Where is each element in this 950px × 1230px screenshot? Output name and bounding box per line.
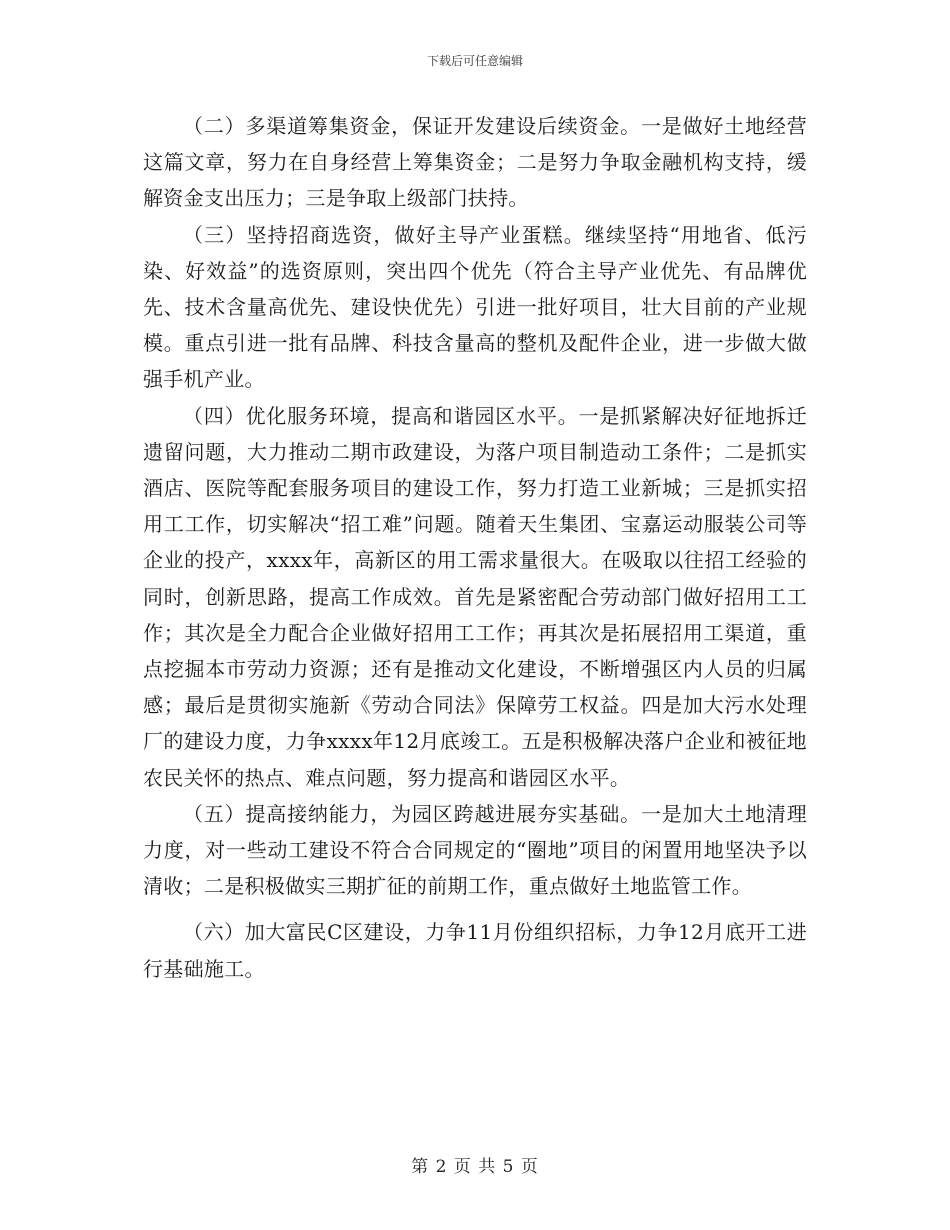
paragraph-6: （六）加大富民C区建设，力争11月份组织招标，力争12月底开工进行基础施工。 <box>143 920 807 981</box>
page-header: 下载后可任意编辑 <box>426 54 523 68</box>
paragraph-4: （四）优化服务环境，提高和谐园区水平。一是抓紧解决好征地拆迁遗留问题，大力推动二期市政建设，为落户项目制造动工条件；二是抓实酒店、医院等配套服务项目的建设工作，努力打造工业新城；三是抓实招用工工作，切实解决“招工难”问题。随着天生集团、宝嘉运动服装公司等企业的投产，xxxx年，高新区的用工需求量很大。在吸取以往招工经验的同时，创新思路，提高工作成效。首先是紧密配合劳动部门做好招用工工作；其次是全力配合企业做好招用工工作；再其次是拓展招用工渠道，重点挖掘本市劳动力资源；还有是推动文化建设，不断增强区内人员的归属感；最后是贯彻实施新《劳动合同法》保障劳工权益。四是加大污水处理厂的建设力度，力争xxxx年12月底竣工。五是积极解决落户企业和被征地农民关怀的热点、难点问题，努力提高和谐园区水平。 <box>143 403 807 790</box>
paragraph-3: （三）坚持招商选资，做好主导产业蛋糕。继续坚持“用地省、低污染、好效益”的选资原则，突出四个优先（符合主导产业优先、有品牌优先、技术含量高优先、建设快优先）引进一批好项目，壮大目前的产业规模。重点引进一批有品牌、科技含量高的整机及配件企业，进一步做大做强手机产业。 <box>143 222 807 392</box>
paragraph-2: （二）多渠道筹集资金，保证开发建设后续资金。一是做好土地经营这篇文章，努力在自身经营上筹集资金；二是努力争取金融机构支持，缓解资金支出压力；三是争取上级部门扶持。 <box>143 114 807 211</box>
paragraph-5: （五）提高接纳能力，为园区跨越进展夯实基础。一是加大土地清理力度，对一些动工建设不符合合同规定的“圈地”项目的闲置用地坚决予以清收；二是积极做实三期扩征的前期工作，重点做好土地监管工作。 <box>143 801 807 899</box>
document-body <box>143 108 807 987</box>
page-number: 第 2 页 共 5 页 <box>411 1157 539 1177</box>
